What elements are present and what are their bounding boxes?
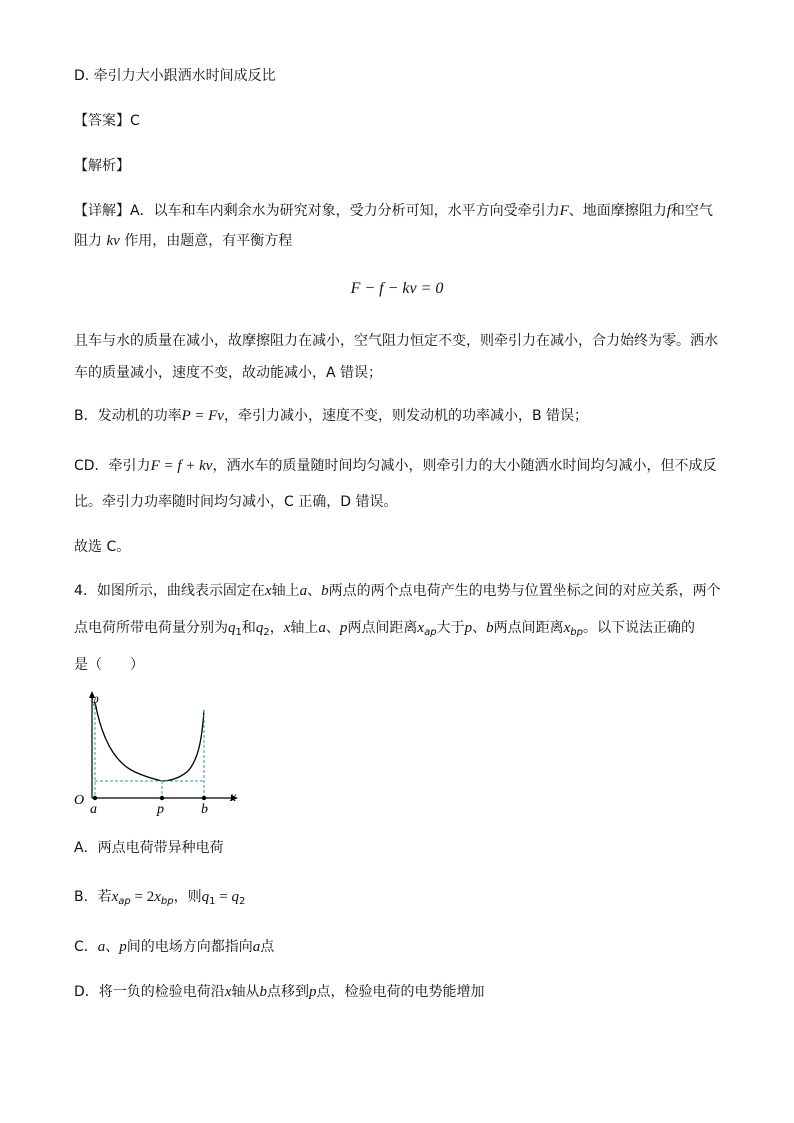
sym: x — [224, 984, 232, 1000]
sym: x — [264, 583, 272, 599]
sub: 1 — [235, 627, 242, 638]
detail-text: B．发动机的功率 — [74, 408, 182, 424]
point-a — [93, 796, 97, 800]
sym: p — [464, 620, 473, 636]
detail-line-5 — [74, 406, 588, 426]
detail-line-7: 比。牵引力功率随时间均匀减小，C 正确，D 错误。 — [74, 494, 398, 510]
opt-text: 点，检验电荷的电势能增加 — [316, 984, 485, 1000]
q-text: 。以下说法正确的 — [582, 620, 695, 636]
sym: a — [97, 939, 106, 955]
sym: b — [486, 620, 494, 636]
sym: a — [299, 583, 308, 599]
sym: x — [417, 620, 425, 636]
sym: a — [252, 939, 261, 955]
detail-text: 作用，由题意，有平衡方程 — [124, 233, 293, 249]
detail-text: 和空气 — [670, 203, 713, 219]
detail-line-4: 车的质量减小，速度不变，故动能减小，A 错误； — [74, 365, 383, 381]
q-text: 两点的两个点电荷产生的电势与位置坐标之间的对应关系，两个 — [328, 583, 721, 599]
option-c — [74, 937, 274, 957]
power-equation: P = Fv — [181, 408, 224, 424]
opt-text: B．若 — [74, 889, 112, 905]
option-d — [74, 982, 484, 1002]
sym: x — [283, 620, 291, 636]
sym: b — [321, 583, 329, 599]
detail-text: 阻力 — [74, 233, 102, 249]
point-p — [160, 796, 164, 800]
opt-text: C． — [74, 939, 98, 955]
sym: p — [119, 939, 127, 955]
q-text: 和 — [241, 620, 256, 636]
opt-text: 点 — [260, 939, 275, 955]
question-4-line-3: 是（ ） — [74, 657, 144, 673]
opt-text: 点移到 — [266, 984, 309, 1000]
point-b — [202, 796, 206, 800]
detail-text: 、地面摩擦阻力 — [568, 203, 667, 219]
sym: q — [255, 620, 264, 636]
label-phi: φ — [91, 692, 99, 707]
detail-text: ，牵引力减小，速度不变，则发动机的功率减小，B 错误； — [223, 408, 589, 424]
detail-conclusion: 故选 C。 — [74, 539, 131, 555]
opt-text: ，则 — [173, 889, 202, 905]
q-text: 大于 — [436, 620, 465, 636]
sub: bp — [570, 627, 583, 638]
sym: = 2 — [130, 889, 155, 905]
symbol-kv: kv — [106, 233, 120, 249]
question-4-line-2 — [74, 618, 695, 643]
q-text: 两点间距离 — [347, 620, 418, 636]
opt-text: D．将一负的检验电荷沿 — [74, 984, 225, 1000]
label-p: p — [157, 802, 164, 817]
q-text: 两点间距离 — [493, 620, 564, 636]
sub: 2 — [238, 896, 246, 907]
symbol-f: f — [666, 203, 671, 219]
detail-text: A．以车和车内剩余水为研究对象，受力分析可知，水平方向受牵引力 — [130, 203, 560, 219]
detail-text: CD．牵引力 — [74, 458, 151, 474]
potential-figure — [70, 688, 250, 818]
label-b: b — [201, 802, 208, 817]
opt-text: 、 — [105, 939, 120, 955]
detail-line-1 — [74, 201, 713, 221]
sym: p — [308, 984, 317, 1000]
question-4-line-1 — [74, 581, 721, 601]
sym: x — [154, 889, 161, 905]
sym: q — [231, 889, 239, 905]
force-equation: F = f + kv — [150, 458, 213, 474]
detail-text: ，洒水车的质量随时间均匀减小，则牵引力的大小随洒水时间均匀减小，但不成反 — [212, 458, 717, 474]
sym: a — [318, 620, 326, 636]
sub: 1 — [209, 896, 216, 907]
analysis-label: 【解析】 — [74, 158, 130, 174]
sub: ap — [424, 627, 437, 638]
sub: ap — [118, 896, 131, 907]
q-text: ， — [269, 620, 284, 636]
sym: q — [228, 620, 236, 636]
opt-text: 轴从 — [231, 984, 260, 1000]
sub: bp — [160, 896, 174, 907]
sym: p — [339, 620, 348, 636]
sym: x — [563, 620, 571, 636]
option-a: A．两点电荷带异种电荷 — [74, 840, 224, 856]
label-x: x — [230, 790, 237, 805]
q-text: 4．如图所示，曲线表示固定在 — [74, 583, 265, 599]
q-text: 、 — [325, 620, 340, 636]
sym: b — [259, 984, 267, 1000]
potential-curve — [95, 702, 204, 781]
option-d-previous: D. 牵引力大小跟洒水时间成反比 — [74, 68, 276, 84]
answer-label: 【答案】 — [74, 113, 130, 129]
sub: 2 — [263, 627, 270, 638]
sym: q — [201, 889, 210, 905]
label-a: a — [90, 802, 97, 817]
detail-label: 【详解】 — [74, 203, 130, 219]
opt-text: 间的电场方向都指向 — [126, 939, 253, 955]
q-text: 轴上 — [271, 583, 300, 599]
q-text: 、 — [307, 583, 322, 599]
sym: = — [215, 889, 232, 905]
symbol-F: F — [559, 203, 569, 219]
label-origin: O — [74, 793, 85, 808]
detail-line-6 — [74, 456, 716, 476]
option-b — [74, 887, 245, 912]
answer-line — [74, 111, 140, 131]
detail-line-2 — [74, 231, 292, 251]
q-text: 、 — [472, 620, 487, 636]
q-text: 轴上 — [290, 620, 319, 636]
detail-line-3: 且车与水的质量在减小，故摩擦阻力在减小，空气阻力恒定不变，则牵引力在减小，合力始终为零。洒水 — [74, 333, 718, 349]
q-text: 点电荷所带电荷量分别为 — [74, 620, 228, 636]
answer-value: C — [130, 113, 140, 129]
sym: x — [111, 889, 119, 905]
balance-equation: F − f − kv = 0 — [350, 280, 444, 297]
